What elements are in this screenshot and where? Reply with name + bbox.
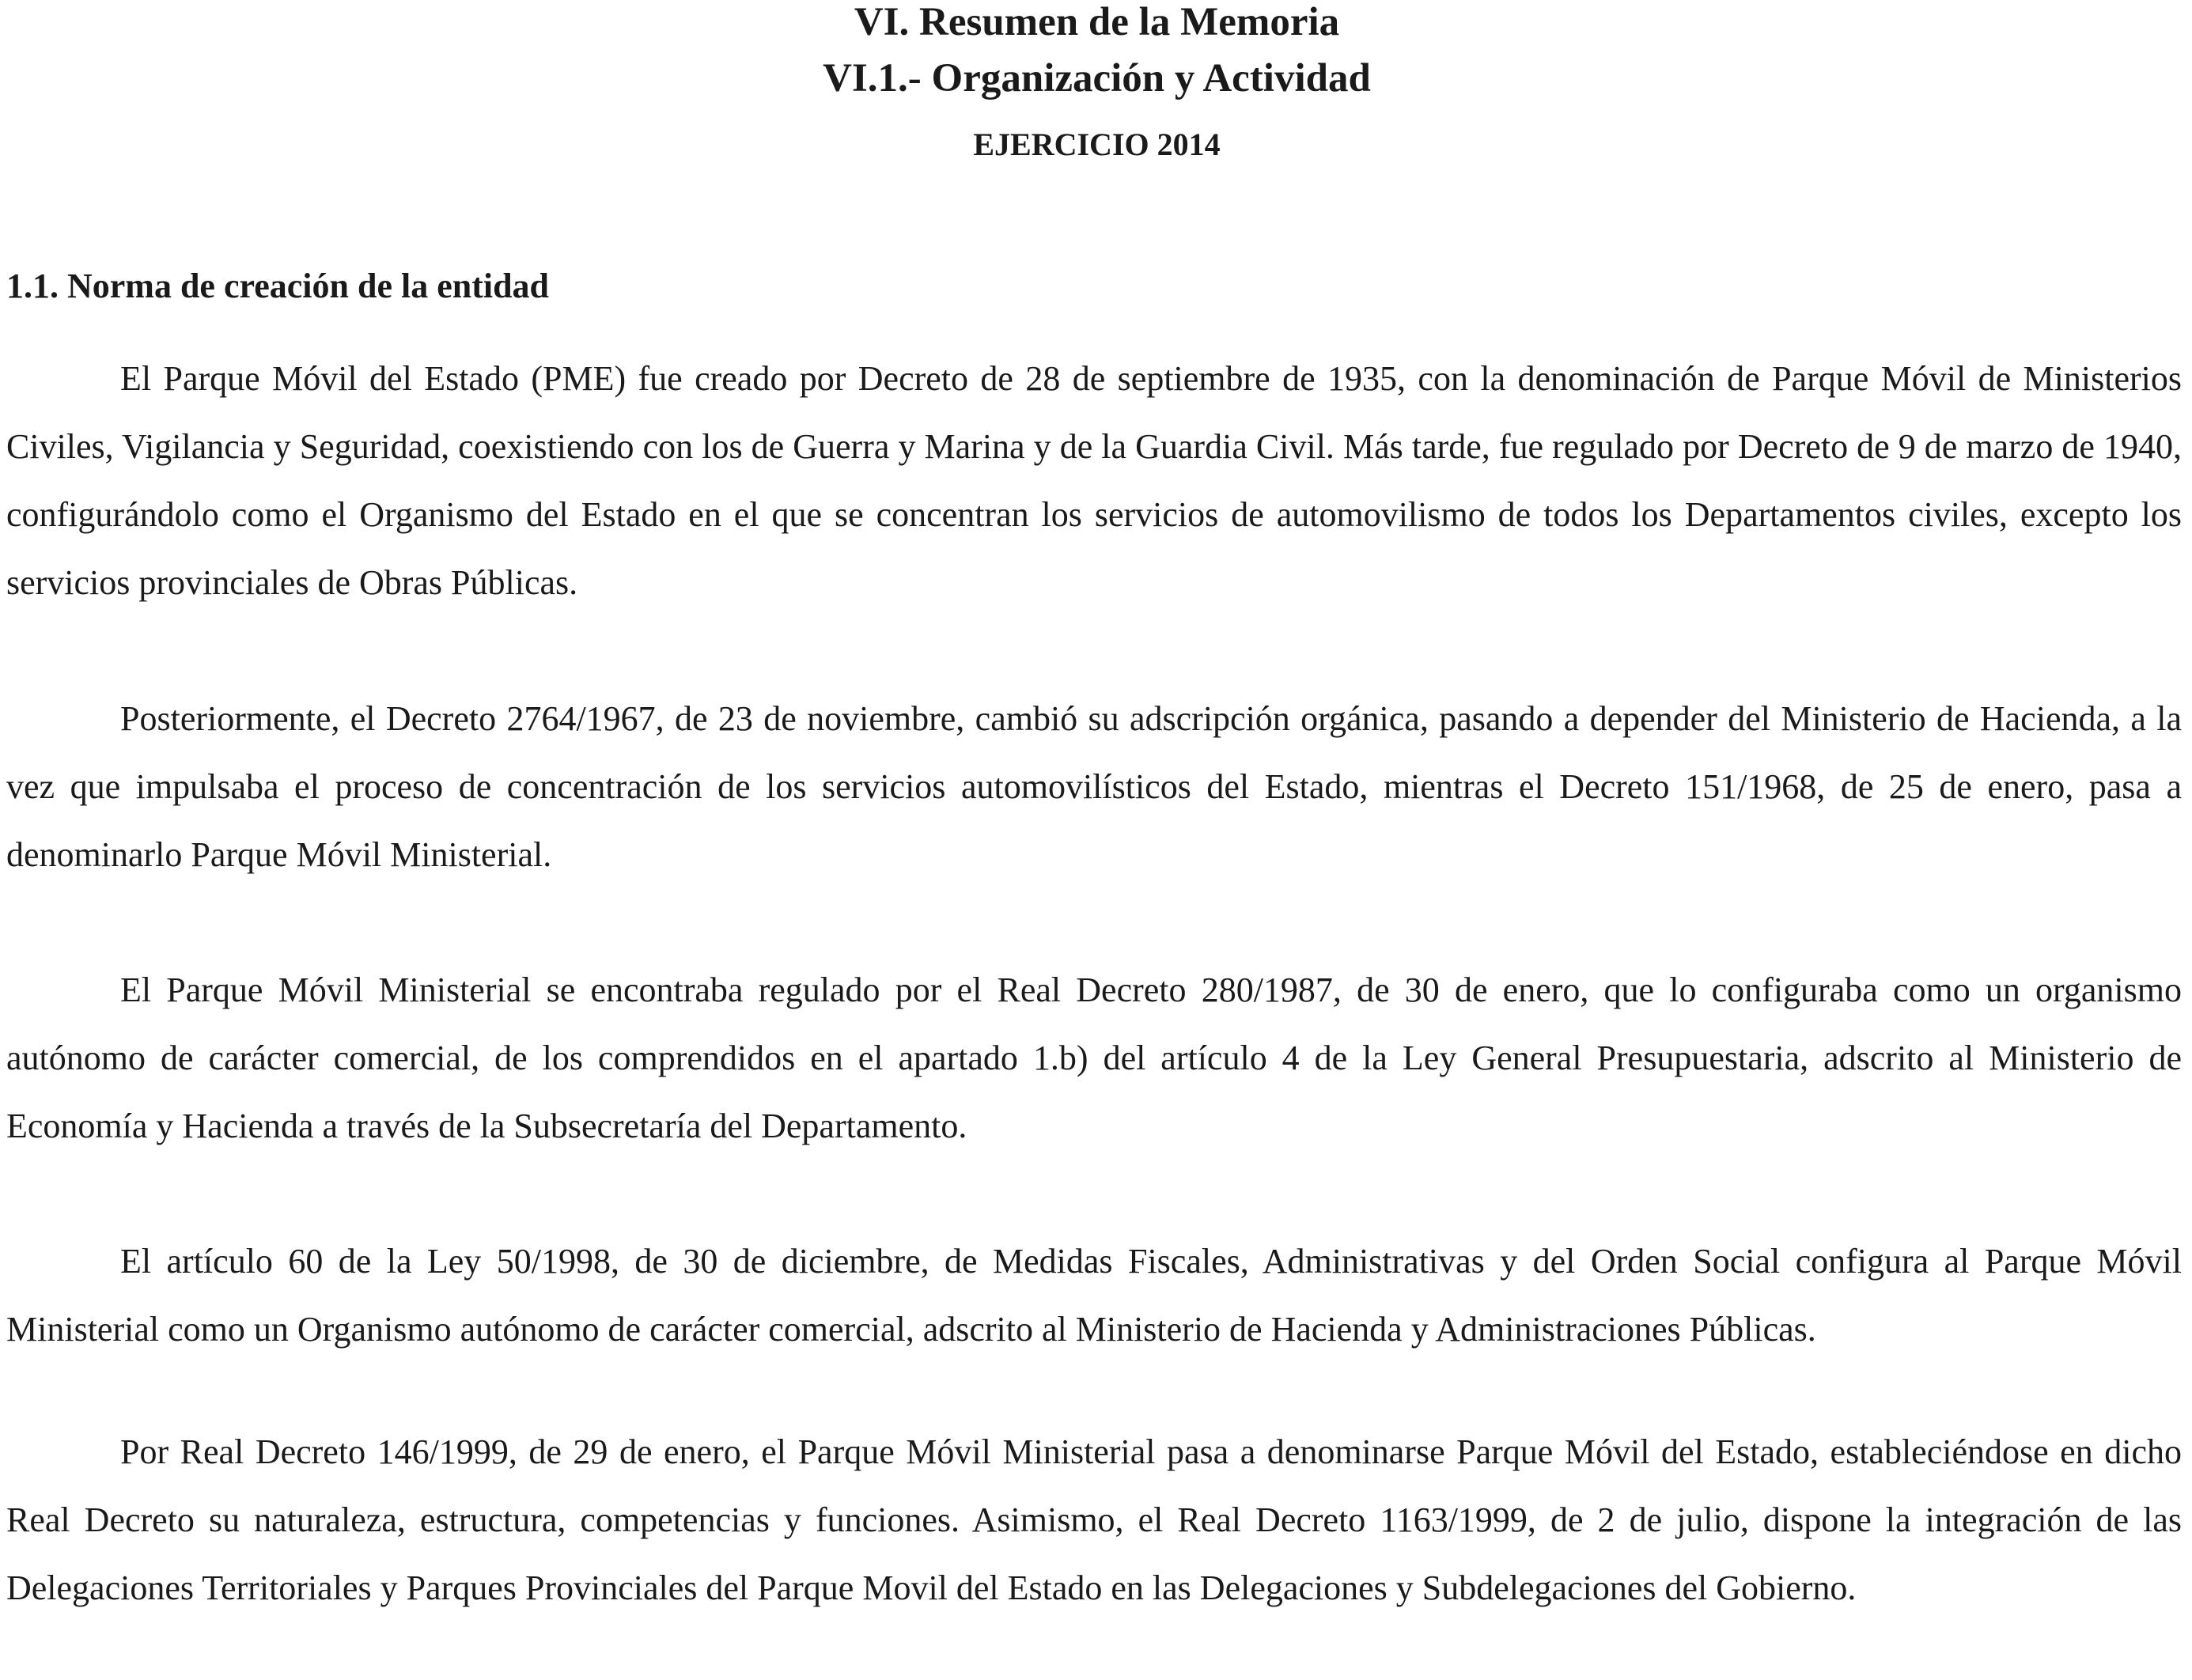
paragraph-law-50-1998: El artículo 60 de la Ley 50/1998, de 30 de diciembre, de Medidas Fiscales, Administrativas y del Orden Social configura al Parque Móvil Ministerial como un Organismo autónomo de carácter comercial, adscrito al Ministerio de Hacienda y Administraciones Públicas.: [6, 1242, 2182, 1349]
document-page: [6, 0, 2187, 1680]
paragraph-renaming: Por Real Decreto 146/1999, de 29 de enero, el Parque Móvil Ministerial pasa a denominarse Parque Móvil del Estado, estableciéndose en dicho Real Decreto su naturaleza, estructura, competencias y funciones. Asimismo, el Real Decreto 1163/1999, de 2 de julio, dispone la integración de las Delegaciones Territoriales y Parques Provinciales del Parque Movil del Estado en las Delegaciones y Subdelegaciones del Gobierno.: [6, 1432, 2182, 1607]
paragraph-creation: El Parque Móvil del Estado (PME) fue creado por Decreto de 28 de septiembre de 1935, con la denominación de Parque Móvil de Ministerios Civiles, Vigilancia y Seguridad, coexistiendo con los de Guerra y Marina y de la Guardia Civil. Más tarde, fue regulado por Decreto de 9 de marzo de 1940, configurándolo como el Organismo del Estado en el que se concentran los servicios de automovilismo de todos los Departamentos civiles, excepto los servicios provinciales de Obras Públicas.: [6, 359, 2182, 602]
paragraph-regulation: El Parque Móvil Ministerial se encontraba regulado por el Real Decreto 280/1987, de 30 de enero, que lo configuraba como un organismo autónomo de carácter comercial, de los comprendidos en el apartado 1.b) del artículo 4 de la Ley General Presupuestaria, adscrito al Ministerio de Economía y Hacienda a través de la Subsecretaría del Departamento.: [6, 971, 2182, 1145]
paragraph-reassignment: Posteriormente, el Decreto 2764/1967, de 23 de noviembre, cambió su adscripción orgánica, pasando a depender del Ministerio de Hacienda, a la vez que impulsaba el proceso de concentración de los servicios automovilísticos del Estado, mientras el Decreto 151/1968, de 25 de enero, pasa a denominarlo Parque Móvil Ministerial.: [6, 699, 2182, 874]
exercise-year: EJERCICIO 2014: [973, 127, 1221, 162]
document-title: VI. Resumen de la Memoria: [854, 0, 1340, 44]
section-heading: 1.1. Norma de creación de la entidad: [6, 267, 550, 305]
document-subtitle: VI.1.- Organización y Actividad: [823, 56, 1371, 100]
